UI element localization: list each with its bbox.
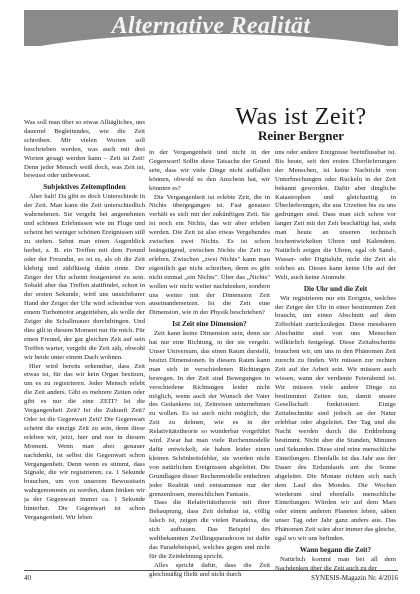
paragraph: Hier wird bereits erkennbar, dass Zeit etwas ist, für das wir kein Organ besitzen, um es zu registrieren. Jeder Mensch erlebt die Zeit anders. Gibt es mehrere Zeiten oder gibt es nur die eine ZEIT? Ist die Vergangenheit Zeit? Ist die Zukunft Zeit? Oder ist die Gegenwart Zeit? Die Gegenwart scheint die einzige Zeit zu sein, denn diese erleben wir, jetzt, hier und nur in diesem Moment. Wenn man aber genauer nachdenkt, ist selbst die Gegenwart schon Vergangenheit. Denn wenn es stimmt, dass Signale, die wir registrieren, ca. 1 Sekunde brauchen, um von unserem Bewusstsein wahrgenommen zu werden, dann hinken wir ja der Gegenwart immer ca. 1 Sekunde hinterher. Die Gegenwart ist schon Vergangenheit. Wir leben xyxy=(24,362,145,521)
paragraph: Wir registrieren nur ein Ereignis, welches der Zeiger der Uhr in einer bestimmten Zeit braucht, um einen Abschnitt auf dem Zifferblatt zurückzulegen. Diese messbaren Abschnitte sind von uns Menschen willkürlich festgelegt. Diese Zeitabschnitte brauchen wir, um uns in den Phänomen Zeit zurecht zu finden. Wir müssen zur rechten Zeit auf der Arbeit sein. Wir müssen auch wissen, wann der verdiente Feierabend ist. Wir müssen viele andere Dinge zu bestimmten Zeiten tun, damit unsere Gesellschaft funktioniert. Einige Zeitabschnitte sind jedoch an der Natur erlebbar oder abgeleitet. Der Tag und die Nacht werden durch die Erddrehung bestimmt. Nicht aber die Stunden, Minuten und Sekunden. Diese sind reine menschliche Einteilungen. Ebenfalls ist das Jahr aus der Dauer des Erdumlaufs um die Sonne abgeleitet. Die Monate richten sich nach dem Lauf des Mondes. Die Wochen wiederum sind ebenfalls menschliche Einteilungen. Würden wir auf dem Mars oder einem anderen Planeten leben, säben unser Tag oder Jahr ganz anders aus. Das Phänomen Zeit wäre aber immer das gleiche, egal wo wir uns befinden. xyxy=(275,294,396,543)
column-3 xyxy=(275,149,396,579)
page-number: 40 xyxy=(24,574,31,582)
intro-paragraph: Was soll man über so etwas Alltägliches, uns dauernd Begleitendes, wie die Zeit schreiben. Mir vielen Worten soll beschrieben werden, was auch mit drei Worten gesagt werden kann – Zeit ist Zeit! Denn jeder Mensch weiß doch, was Zeit ist, bewusst oder unbewusst. xyxy=(24,119,145,180)
paragraph: Die Vergangenheit ist erlebte Zeit, die in Nichts übergegangen ist. Fast genauso verhält es sich mit der zukünftigen Zeit. Sie ist noch ein Nichts, das wir aber erleben werden. Die Zeit ist also etwas Vergehendes zwischen zwei Nichts. Es ist schon beängstigend, zwischen Nichts die Zeit zu erleben. Zwischen „zwei Nichts" kann man eigentlich gar nicht schreiben, denn es gibt nicht einmal „ein Nichts". Über das „Nichts" wollen wir nicht weiter nachdenken, sondern uns weiter mit der Dimension Zeit auseinandersetzen. Ist die Zeit eine Dimension, wie in der Physik beschrieben? xyxy=(149,193,270,317)
magazine-issue: SYNESIS-Magazin Nr. 4/2016 xyxy=(311,574,398,582)
paragraph: in der Vergangenheit und nicht in der Gegenwart! Sollte diese Tatsache der Grund sein, dass wir viele Dinge nicht auffallen können, obwohl es den Anschein hat, wir könnten es? xyxy=(149,149,270,192)
paragraph: uns oder andere Ereignisse beeinflussbar ist. Bis heute, seit den ersten Überlieferungen der Menschen, ist keine Nachricht von Unterbrechungen oder Ruckeln in der Zeit bekannt geworden. Dafür aber dingliche Katastrophen und gleichzeitig in Überlieferungen, die aus Urzeiten bis zu uns gedrungen sind. Dass man sich schon vor langer Zeit mit der Zeit beschäftigt hat, sieht man heute an unseren technisch hochentwickelten Uhren und Kalendern. Natürlich zeigen die Uhren, egal ob Sand-, Wasser- oder Digitaluhr, nicht die Zeit als solches an. Dieses kann keine Uhr auf der Welt, auch keine Atomuhr. xyxy=(275,149,396,281)
paragraph: Dass die Relativitätstheorie mit ihrer Behauptung, dass Zeit dehnbar ist, völlig falsch ist, zeigen die vielen Paradoxa, die sich aufbauen. Das Beispiel des weltbekannten Zwillingsparadoxon ist dafür das Paradebeispiel, welches gegen und nicht für die Zeitdehnung spricht. xyxy=(149,499,270,560)
section-banner xyxy=(24,10,398,46)
subheading-subjektives-zeitempfinden: Subjektives Zeitempfinden xyxy=(43,183,126,192)
paragraph: Alles spricht dafür, dass die Zeit gleichmäßig fließt und nicht durch xyxy=(149,561,270,578)
subheading-ist-zeit-eine-dimension: Ist Zeit eine Dimension? xyxy=(172,320,247,329)
paragraph: Aber halt! Da gibt es doch Unterschiede in der Zeit. Man kann die Zeit unterschiedlich wahrnehmen. Sie vergeht bei angenehmen und schönen Erlebnissen wie im Fluge und scheint bei weniger schönen Ereignissen still zu stehen. Sehnt man einen Augenblick herbei, z. B. ein Treffen mit dem Freund oder der Freundin, so ist es, als ob die Zeit klebrig und zähflüssig dahin rinne. Der Zeiger der Uhr scheint festgenietet zu sein. Sobald aber das Treffen stattfindet, schon in der ersten Sekunde, wird uns unsichtbarer Hand der Zeiger der Uhr wird scheinbar von einem Turbomotor angetrieben, als wolle der Zeiger die Schallmauer durchdringen. Und dies gilt in diesem Moment nur für mich. Für einen Freund, der gar gleichen Zeit auf sein Treffen warter, vergeht die Zeit zäh, obwohl wir beide unter einem Dach wohnen. xyxy=(24,193,145,361)
column-2 xyxy=(149,149,270,579)
subheading-wann-begann-die-zeit: Wann begann die Zeit? xyxy=(299,545,372,554)
article-author: Reiner Bergner xyxy=(257,128,345,143)
paragraph: Natürlich kommt man bei all dem Nachdenken über die Zeit auch zu der xyxy=(275,555,396,572)
subheading-die-uhr-und-die-zeit: Die Uhr und die Zeit xyxy=(303,284,368,293)
article-title: Was ist Zeit? xyxy=(235,104,367,130)
section-title: Alternative Realität xyxy=(111,13,311,39)
column-1 xyxy=(24,119,145,581)
page-footer xyxy=(24,570,398,587)
paragraph: Zeit kann keine Dimension sein, denn sie hat nur eine Richtung, in der sie vergeht. Unser Universum, das einen Raum darstellt, besitzt Dimensionen. In diesem Raum kann man sich in verschiedenen Richtungen bewegen. In der Zeit sind Bewegungen in verschiedene Richtungen leider nicht möglich, wenn auch der Wunsch der Vater des Gedankens ist, Zeitreisen unternehmen zu wollen. Es ist auch nicht möglich, die Zeit zu dehnen, wie es in der Relativitätstheorie so wunderbar vorgeführt wird. Zwar hat man viele Rechenmodelle dafür entwickelt, sie haben leider einen kleinen Schönheitsfehler, sie wurden nicht von natürlichen Ereignissen abgeleitet. Die Grundlagen dieser Rechenmodelle entbehren jeder Realität und entstammen nur der grenzenlosen, menschlichen Fantasie. xyxy=(149,330,270,498)
